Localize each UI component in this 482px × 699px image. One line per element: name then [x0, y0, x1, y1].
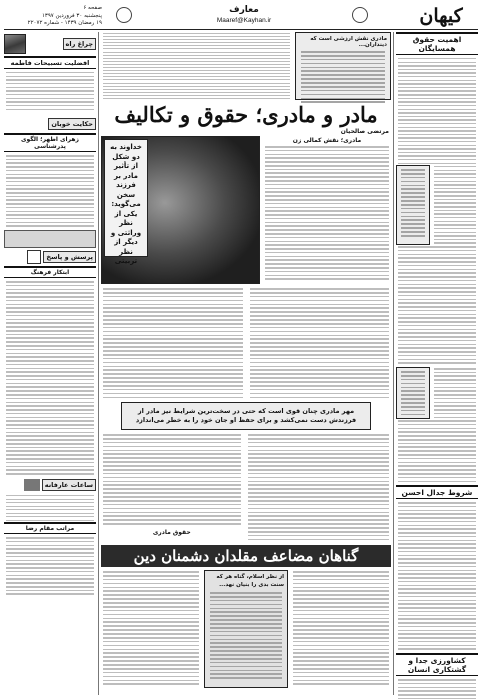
article-body	[4, 71, 96, 111]
pull-quote	[396, 165, 430, 245]
main-headline: مادر و مادری؛ حقوق و تکالیف	[114, 102, 378, 127]
article-body	[4, 494, 96, 522]
article-body	[396, 678, 478, 699]
article-body	[4, 280, 96, 476]
page-number: صفحه ۶	[83, 5, 102, 11]
article-title: افضلیت تسبیحات فاطمه	[4, 56, 96, 69]
section-subhead: حقوق مادری	[152, 529, 191, 536]
column-title: حکایت خوبان	[48, 118, 96, 130]
column-title: پرسش و پاسخ	[43, 251, 96, 263]
article-body	[396, 245, 478, 365]
highlight-quote: مهر مادری چنان قوی است که حتی در سخت‌ترین شرایط نیز مادر از فرزندش دست نمی‌کشد و برای حفظ او جان خود را به خطر می‌اندازد	[121, 402, 371, 430]
pull-quote	[396, 367, 430, 419]
issue-date: پنجشنبه ۳۰ فروردین ۱۳۹۷	[41, 12, 102, 19]
section-email: Maaref@Kayhan.ir	[216, 17, 272, 24]
article-title: اهمیت حقوق همسایگان	[396, 32, 478, 55]
article-body	[4, 154, 96, 228]
column-title: چراغ راه	[63, 38, 96, 50]
column-photo	[4, 34, 26, 54]
article-body	[101, 570, 201, 688]
checkbox-icon	[27, 250, 41, 264]
center-column	[101, 32, 391, 695]
article-body	[396, 419, 478, 483]
article-title: شروط جدال احسن	[396, 485, 478, 499]
article-body	[396, 501, 478, 651]
info-strip	[4, 230, 96, 248]
pull-quote: خداوند به دو شکل از تأثیر مادر بر فرزند سخن می‌گوید: یکی از نظر وراثتی و دیگر از نظر تربیتی	[104, 139, 148, 257]
column-divider	[98, 32, 99, 695]
article-title: کشاورزی جدا و گشتکاری انسان	[396, 653, 478, 676]
article-body	[101, 32, 292, 100]
star-emblem-icon	[116, 7, 132, 23]
secondary-headline: گناهان مضاعف مقلدان دشمنان دین	[101, 545, 391, 567]
mother-child-photo	[101, 136, 260, 284]
article-body	[396, 57, 478, 165]
kicker-box	[295, 32, 391, 100]
kicker-text: مادری نقش ارزشی است که دینداران...	[310, 36, 387, 48]
article-body	[101, 287, 245, 399]
issue-number: ۱۹ رمضان ۱۴۳۹ - شماره ۲۲۰۷۲	[27, 20, 102, 26]
right-column	[396, 32, 478, 695]
article-title: زهرای اطهر؛ الگوی پدرشناسی	[4, 133, 96, 152]
article-body	[101, 433, 243, 529]
issue-info	[6, 5, 102, 28]
article-body	[246, 433, 392, 543]
emblem-icon	[352, 7, 368, 23]
feather-icon	[24, 479, 40, 491]
article-body	[4, 536, 96, 596]
side-box: از نظر اسلام، گناه هر که سنت بدی را بنیان نهد...	[204, 570, 288, 688]
section-subhead: مادری؛ نقش کمالی زن	[292, 137, 362, 144]
left-column	[4, 32, 96, 695]
author-name: مرتضی صالحیان	[340, 128, 389, 135]
article-body	[432, 367, 478, 419]
article-body	[291, 570, 391, 688]
column-divider	[393, 32, 394, 695]
article-title: ابتکار فرهنگ	[4, 266, 96, 278]
newspaper-logo: کیهان	[419, 5, 463, 27]
article-body	[432, 165, 478, 245]
article-body	[263, 145, 391, 281]
masthead	[4, 4, 478, 30]
article-title: مراتب مقام رضا	[4, 522, 96, 534]
column-title: ساعات عارفانه	[42, 479, 96, 491]
section-title: معارف	[229, 5, 259, 15]
article-body	[248, 287, 392, 399]
